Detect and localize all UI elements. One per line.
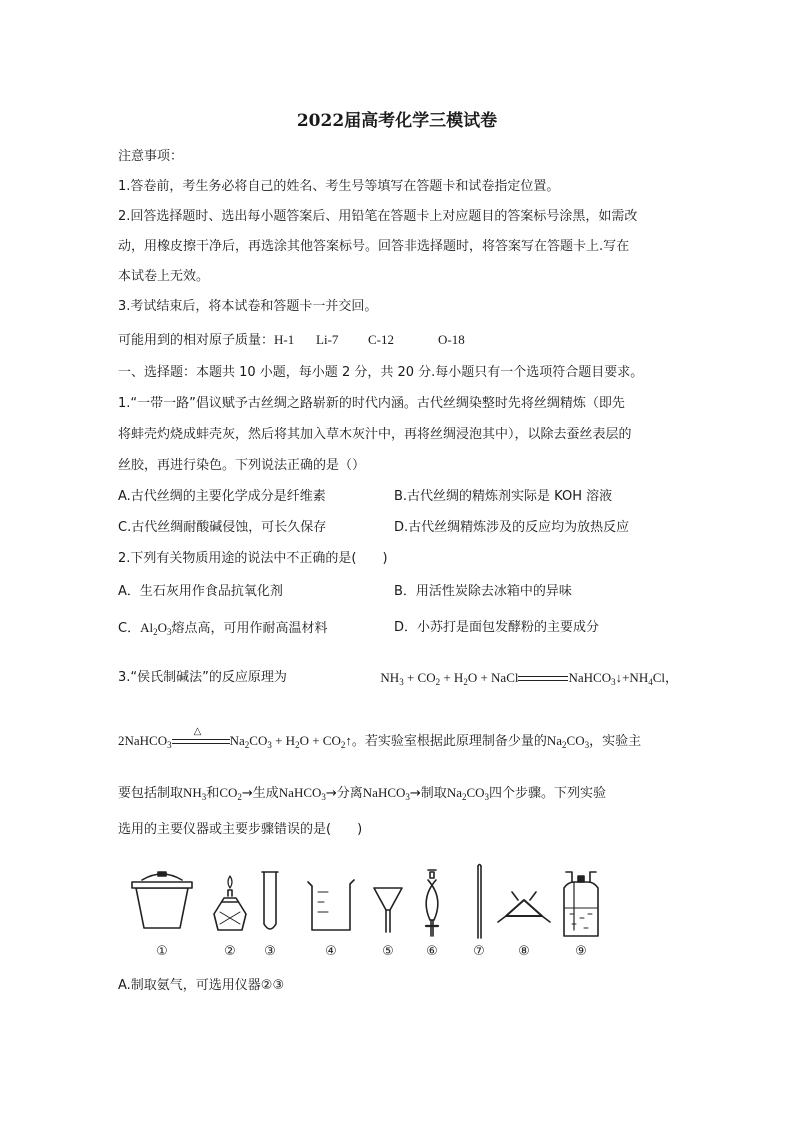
apparatus-figure: [118, 858, 638, 963]
q3-reaction-2: 2NaHCO$_3$ △ $Na_2CO_3 + H_2O$ + $CO_2↑$: [118, 726, 352, 750]
crucible-with-lid-image: [132, 872, 192, 928]
q1-option-a[interactable]: A.古代丝绸的主要化学成分是纤维素: [118, 489, 326, 504]
q1-options-cd: [118, 519, 629, 537]
q3-stem-line-2: 2NaHCO$_3$ △ $Na_2CO_3 + H_2O$ + $CO_2↑$。若实验室根据此原理制备少量的$Na_2CO_3$，实验主: [118, 726, 642, 750]
q2-stem: 2.下列有关物质用途的说法中不正确的是( ): [118, 551, 388, 566]
alcohol-lamp-image: [214, 876, 246, 930]
q3-stem-line-3: 要包括制取$NH_3$和$CO_2\to$生成NaHCO$_3$→分离NaHCO$_3$→制取$Na_2CO_3$四个步骤。下列实验: [118, 785, 607, 802]
q1-stem-line-3: 丝胶，再进行染色。下列说法正确的是（）: [118, 458, 366, 473]
funnel-image: [374, 888, 402, 932]
atomic-mass-o: O-18: [438, 332, 465, 347]
q3-stem-line-1: 3.“侯氏制碱法”的反应原理为 $NH_3 + CO_2 + H_2O$ + NaCl $NaHCO_3↓+NH_4Cl$，: [118, 670, 678, 687]
q2-option-c[interactable]: C．$Al_2O_3$熔点高，可用作耐高温材料: [118, 620, 328, 637]
apparatus-label-5: ⑤: [382, 944, 394, 959]
atomic-mass-li: Li-7: [316, 332, 339, 347]
section-1-heading: 一、选择题：本题共 10 小题，每小题 2 分，共 20 分.每小题只有一个选项符合题目要求。: [118, 365, 644, 380]
apparatus-label-1: ①: [156, 944, 168, 959]
q3-reaction-1: $NH_3 + CO_2 + H_2O$ + NaCl $NaHCO_3↓+NH_4Cl$，: [380, 670, 678, 687]
separatory-funnel-image: [426, 870, 438, 936]
note-item-2-line-3: 本试卷上无效。: [118, 269, 210, 284]
apparatus-label-6: ⑥: [426, 944, 438, 959]
q1-stem-line-1: 1.“一带一路”倡议赋予古丝绸之路崭新的时代内涵。古代丝绸染整时先将丝绸精炼（即先: [118, 396, 625, 411]
apparatus-label-3: ③: [264, 944, 276, 959]
note-item-1: 1.答卷前，考生务必将自己的姓名、考生号等填写在答题卡和试卷指定位置。: [118, 179, 560, 194]
q1-option-d[interactable]: D.古代丝绸精炼涉及的反应均为放热反应: [394, 520, 630, 535]
q1-option-c[interactable]: C.古代丝绸耐酸碱侵蚀，可长久保存: [118, 520, 327, 535]
notes-heading: 注意事项：: [118, 149, 184, 164]
exam-title: 2022届高考化学三模试卷: [296, 111, 498, 131]
note-item-2-line-2: 动，用橡皮擦干净后，再选涂其他答案标号。回答非选择题时，将答案写在答题卡上.写在: [118, 239, 630, 254]
atomic-mass-c: C-12: [368, 332, 395, 347]
q2-option-a[interactable]: A．生石灰用作食品抗氧化剂: [118, 584, 283, 599]
apparatus-label-4: ④: [325, 944, 337, 959]
apparatus-label-9: ⑨: [575, 944, 587, 959]
atomic-mass-label: 可能用到的相对原子质量：: [118, 333, 275, 348]
apparatus-label-8: ⑧: [518, 944, 530, 959]
apparatus-label-7: ⑦: [473, 944, 485, 959]
gas-washing-bottle-image: [564, 872, 598, 936]
q3-stem-line-4: 选用的主要仪器或主要步骤错误的是( ): [118, 822, 363, 837]
beaker-image: [308, 880, 354, 930]
test-tube-image: [262, 872, 278, 929]
glass-rod-image: [478, 865, 481, 939]
atomic-mass-h: H-1: [274, 332, 295, 347]
q1-option-b[interactable]: B.古代丝绸的精炼剂实际是 KOH 溶液: [394, 489, 613, 504]
q2-options-cd: [118, 619, 599, 638]
q2-option-d[interactable]: D．小苏打是面包发酵粉的主要成分: [394, 620, 600, 635]
apparatus-label-2: ②: [224, 944, 236, 959]
note-item-2-line-1: 2.回答选择题时、选出每小题答案后、用铅笔在答题卡上对应题目的答案标号涂黑，如需改: [118, 209, 638, 224]
q2-options-ab: [118, 583, 572, 601]
note-item-3: 3.考试结束后，将本试卷和答题卡一并交回。: [118, 299, 378, 314]
atomic-mass-line: [118, 331, 465, 350]
q1-options-ab: [118, 488, 612, 506]
q1-stem-line-2: 将蚌壳灼烧成蚌壳灰，然后将其加入草木灰汁中，再将丝绸浸泡其中），以除去蚕丝表层的: [118, 427, 632, 442]
q3-option-a[interactable]: A.制取氨气，可选用仪器②③: [118, 978, 285, 993]
clay-triangle-image: [498, 892, 550, 922]
q2-option-b[interactable]: B．用活性炭除去冰箱中的异味: [394, 584, 572, 599]
